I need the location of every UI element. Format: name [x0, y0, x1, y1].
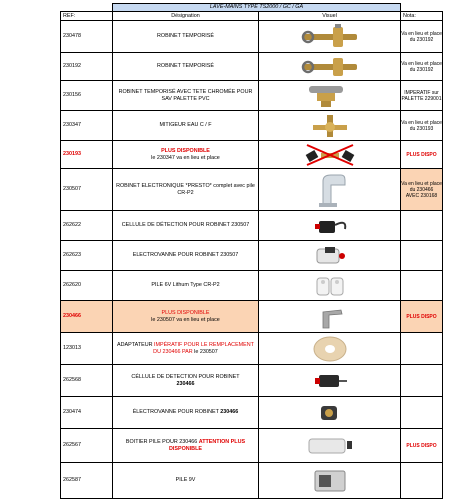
adapter-disc-icon	[295, 335, 365, 363]
row-designation: PLUS DISPONIBLE le 230507 va en lieu et place	[113, 301, 259, 333]
table-row	[61, 365, 443, 397]
row-note	[401, 211, 443, 241]
valve-coil-icon	[295, 399, 365, 427]
row-visual	[259, 271, 401, 301]
header-row	[61, 12, 443, 21]
row-designation: ROBINET TEMPORISÉ	[113, 21, 259, 53]
table-row	[61, 271, 443, 301]
table-row	[61, 463, 443, 499]
row-visual	[259, 463, 401, 499]
crossed-mixer-icon	[295, 142, 365, 168]
row-designation: ROBINET TEMPORISÉ	[113, 53, 259, 81]
row-visual	[259, 241, 401, 271]
row-note	[401, 365, 443, 397]
timed-tap-icon	[295, 23, 365, 51]
row-note: Va en lieu et place du 230192	[401, 53, 443, 81]
table-row	[61, 141, 443, 169]
row-note	[401, 397, 443, 429]
row-designation: MITIGEUR EAU C / F	[113, 111, 259, 141]
row-designation: PILE 9V	[113, 463, 259, 499]
row-visual	[259, 333, 401, 365]
battery-9v-icon	[295, 465, 365, 497]
row-designation: ADAPTATEUR IMPÉRATIF POUR LE REMPLACEMENT DU 230466 PAR le 230507	[113, 333, 259, 365]
row-note	[401, 333, 443, 365]
row-visual	[259, 301, 401, 333]
row-visual	[259, 429, 401, 463]
chrome-tap-icon	[295, 83, 365, 109]
solenoid-valve-icon	[295, 243, 365, 269]
detection-cell-icon	[295, 367, 365, 395]
row-ref: 230193	[61, 141, 113, 169]
row-ref: 262568	[61, 365, 113, 397]
spout-tap-icon	[295, 303, 365, 331]
row-note: Va en lieu et place du 230193	[401, 111, 443, 141]
row-ref: 230507	[61, 169, 113, 211]
row-ref: 123013	[61, 333, 113, 365]
row-ref: 262622	[61, 211, 113, 241]
table-row	[61, 111, 443, 141]
table-row	[61, 53, 443, 81]
row-visual	[259, 365, 401, 397]
row-visual	[259, 397, 401, 429]
row-ref: 230478	[61, 21, 113, 53]
row-ref: 230156	[61, 81, 113, 111]
table-row	[61, 21, 443, 53]
row-visual	[259, 81, 401, 111]
parts-table	[60, 3, 443, 499]
row-visual	[259, 21, 401, 53]
row-designation: PLUS DISPONIBLE le 230347 va en lieu et place	[113, 141, 259, 169]
page-margin	[0, 0, 60, 452]
table-row	[61, 397, 443, 429]
table-row	[61, 429, 443, 463]
row-designation: ROBINET TEMPORISÉ AVEC TETE CHROMÉE POUR SAV PALETTE PVC	[113, 81, 259, 111]
row-visual	[259, 111, 401, 141]
header-ref: REF:	[61, 12, 113, 21]
row-designation: ELECTROVANNE POUR ROBINET 230507	[113, 241, 259, 271]
table-title-row	[61, 4, 443, 12]
row-visual	[259, 211, 401, 241]
row-designation: CÉLLULE DE DETECTION POUR ROBINET 230466	[113, 365, 259, 397]
table-title: LAVE-MAINS TYPE TS2000 / GC / GA	[113, 4, 401, 12]
row-designation: BOITIER PILE POUR 230466 ATTENTION PLUS DISPONIBLE	[113, 429, 259, 463]
row-note	[401, 463, 443, 499]
electronic-tap-icon	[295, 171, 365, 209]
table-row	[61, 169, 443, 211]
row-visual	[259, 53, 401, 81]
row-note: Va en lieu et place du 230192	[401, 21, 443, 53]
row-note: IMPERATIF sur PALETTE 229001	[401, 81, 443, 111]
row-ref: 262567	[61, 429, 113, 463]
table-row	[61, 301, 443, 333]
row-designation: PILE 6V Lithum Type CR-P2	[113, 271, 259, 301]
row-note: PLUS DISPO	[401, 301, 443, 333]
row-note	[401, 271, 443, 301]
row-ref: 230474	[61, 397, 113, 429]
header-designation: Désignation	[113, 12, 259, 21]
sensor-cell-icon	[295, 213, 365, 239]
row-ref: 262620	[61, 271, 113, 301]
table-row	[61, 211, 443, 241]
row-visual	[259, 141, 401, 169]
row-note: PLUS DISPO	[401, 429, 443, 463]
row-note: PLUS DISPO	[401, 141, 443, 169]
row-ref: 230192	[61, 53, 113, 81]
battery-box-icon	[295, 431, 365, 461]
row-ref: 262587	[61, 463, 113, 499]
row-ref: 230347	[61, 111, 113, 141]
table-row	[61, 333, 443, 365]
row-ref: 262623	[61, 241, 113, 271]
header-note: Nota:	[401, 12, 443, 21]
table-row	[61, 81, 443, 111]
mixer-valve-icon	[295, 113, 365, 139]
table-row	[61, 241, 443, 271]
timed-tap-icon	[295, 55, 365, 79]
row-designation: ÉLECTROVANNE POUR ROBINET 230466	[113, 397, 259, 429]
header-visual: Visuel	[259, 12, 401, 21]
row-visual	[259, 169, 401, 211]
row-note: Va en lieu et place du 230466 AVEC 230168	[401, 169, 443, 211]
row-ref: 230466	[61, 301, 113, 333]
battery-icon	[295, 273, 365, 299]
row-designation: ROBINET ELECTRONIQUE *PRESTO* complet avec pile CR-P2	[113, 169, 259, 211]
row-note	[401, 241, 443, 271]
row-designation: CELLULE DE DÉTECTION POUR ROBINET 230507	[113, 211, 259, 241]
